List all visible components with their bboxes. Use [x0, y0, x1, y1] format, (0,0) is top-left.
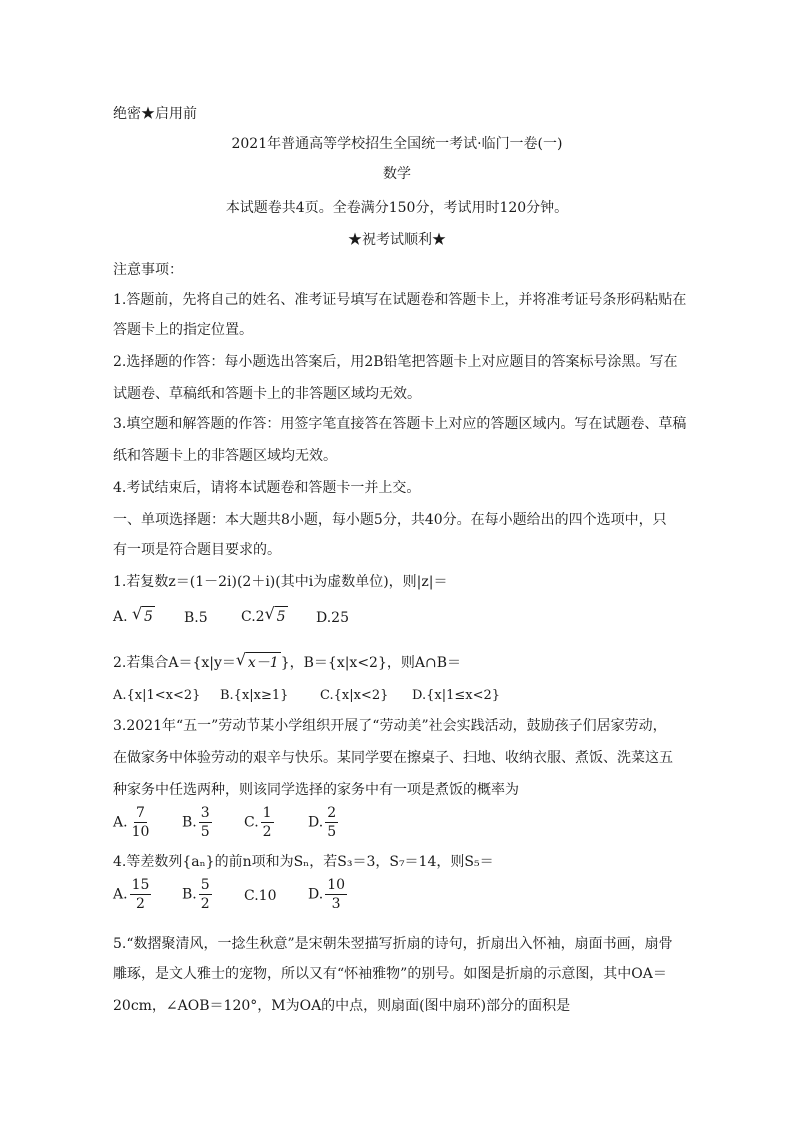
exam-info: 本试题卷共4页。全卷满分150分，考试用时120分钟。	[225, 200, 569, 216]
numerator: 1	[262, 805, 272, 821]
note-1-line-1: 1.答题前，先将自己的姓名、准考证号填写在试题卷和答题卡上，并将准考证号条形码粘贴在	[113, 292, 687, 308]
q3-option-b	[182, 804, 212, 841]
denominator: 10	[131, 824, 150, 840]
q1-option-c	[241, 606, 288, 627]
denominator: 2	[262, 824, 272, 840]
q4-option-d	[308, 876, 347, 913]
note-3-line-2: 纸和答题卡上的非答题区域均无效。	[113, 448, 337, 464]
numerator: 7	[136, 805, 145, 821]
numerator: 15	[131, 877, 150, 893]
q5-line-1: 5.“数摺聚清风，一捻生秋意”是宋朝朱翌描写折扇的诗句，折扇出入怀袖，扇面书画，扇骨	[113, 936, 673, 952]
option-label: C.2	[241, 609, 265, 625]
notes-heading: 注意事项：	[113, 262, 183, 278]
q4-stem: 4.等差数列{aₙ}的前n项和为Sₙ，若S₃＝3，S₇＝14，则S₅＝	[113, 854, 494, 870]
q5-line-2: 雕琢，是文人雅士的宠物，所以又有“怀袖雅物”的别号。如图是折扇的示意图，其中OA＝	[113, 966, 667, 982]
q5-line-3: 20cm，∠AOB＝120°，M为OA的中点，则扇面(图中扇环)部分的面积是	[113, 998, 571, 1014]
q2-option-c: C.{x|x<2}	[320, 688, 389, 703]
q3-option-d	[308, 804, 338, 841]
numerator: 2	[327, 805, 337, 821]
fraction	[130, 876, 152, 913]
q4-option-a	[113, 876, 151, 913]
subject-title: 数学	[383, 166, 411, 182]
option-label: D.	[308, 886, 324, 903]
option-label: B.	[182, 886, 197, 903]
section-1-line-2: 有一项是符合题目要求的。	[113, 542, 281, 558]
q1-option-a	[113, 606, 155, 627]
q2-stem-post: }，B＝{x|x<2}，则A∩B＝	[280, 655, 462, 671]
option-label: D.	[308, 814, 324, 831]
option-label: B.	[182, 814, 197, 831]
fraction	[261, 804, 274, 841]
q2-option-b: B.{x|x≥1}	[220, 688, 289, 703]
q1-stem: 1.若复数z＝(1－2i)(2＋i)(其中i为虚数单位)，则|z|＝	[113, 574, 448, 590]
q4-option-c: C.10	[244, 888, 277, 904]
q3-line-2: 在做家务中体验劳动的艰辛与快乐。某同学要在擦桌子、扫地、收纳衣服、煮饭、洗菜这五	[113, 750, 673, 766]
option-label: A.	[113, 814, 128, 831]
numerator: 10	[327, 877, 346, 893]
note-1-line-2: 答题卡上的指定位置。	[113, 322, 253, 338]
q3-line-1: 3.2021年“五一”劳动节某小学组织开展了“劳动美”社会实践活动，鼓励孩子们居家劳动，	[113, 718, 667, 734]
numerator: 3	[200, 805, 210, 821]
note-2-line-2: 试题卷、草稿纸和答题卡上的非答题区域均无效。	[113, 386, 421, 402]
q1-option-b: B.5	[184, 610, 208, 626]
denominator: 3	[331, 896, 341, 912]
denominator: 2	[200, 896, 210, 912]
sqrt-expression	[236, 652, 281, 673]
radicand: 5	[275, 606, 288, 627]
sqrt-expression	[132, 606, 155, 627]
q3-option-a	[113, 804, 151, 841]
denominator: 2	[136, 896, 145, 912]
q4-option-b	[182, 876, 212, 913]
denominator: 5	[200, 824, 210, 840]
note-3-line-1: 3.填空题和解答题的作答：用签字笔直接答在答题卡上对应的答题区域内。写在试题卷、草稿	[113, 416, 687, 432]
option-label: A.	[113, 609, 128, 625]
exam-title: 2021年普通高等学校招生全国统一考试·临门一卷(一)	[231, 136, 563, 152]
secret-label: 绝密★启用前	[113, 106, 197, 122]
q2-option-d: D.{x|1≤x<2}	[412, 688, 501, 703]
q2-option-a: A.{x|1<x<2}	[113, 688, 201, 703]
fraction	[325, 876, 347, 913]
q2-stem-pre: 2.若集合A＝{x|y＝	[113, 655, 236, 671]
option-label: A.	[113, 886, 128, 903]
note-2-line-1: 2.选择题的作答：每小题选出答案后，用2B铅笔把答题卡上对应题目的答案标号涂黑。写在	[113, 354, 678, 370]
q3-option-c	[244, 804, 274, 841]
fraction	[199, 804, 212, 841]
radicand: 5	[142, 606, 155, 627]
q1-option-d: D.25	[316, 610, 349, 626]
section-1-line-1: 一、单项选择题：本大题共8小题，每小题5分，共40分。在每小题给出的四个选项中，只	[113, 512, 667, 528]
good-luck: ★祝考试顺利★	[348, 232, 446, 248]
fraction	[130, 804, 152, 841]
option-label: C.	[244, 814, 259, 831]
q3-line-3: 种家务中任选两种，则该同学选择的家务中有一项是煮饭的概率为	[113, 782, 519, 798]
radicand: x－1	[246, 652, 281, 673]
sqrt-expression	[265, 606, 288, 627]
fraction	[199, 876, 212, 913]
numerator: 5	[200, 877, 210, 893]
denominator: 5	[327, 824, 337, 840]
q2-stem	[113, 652, 461, 673]
note-4: 4.考试结束后，请将本试题卷和答题卡一并上交。	[113, 480, 421, 496]
fraction	[325, 804, 338, 841]
